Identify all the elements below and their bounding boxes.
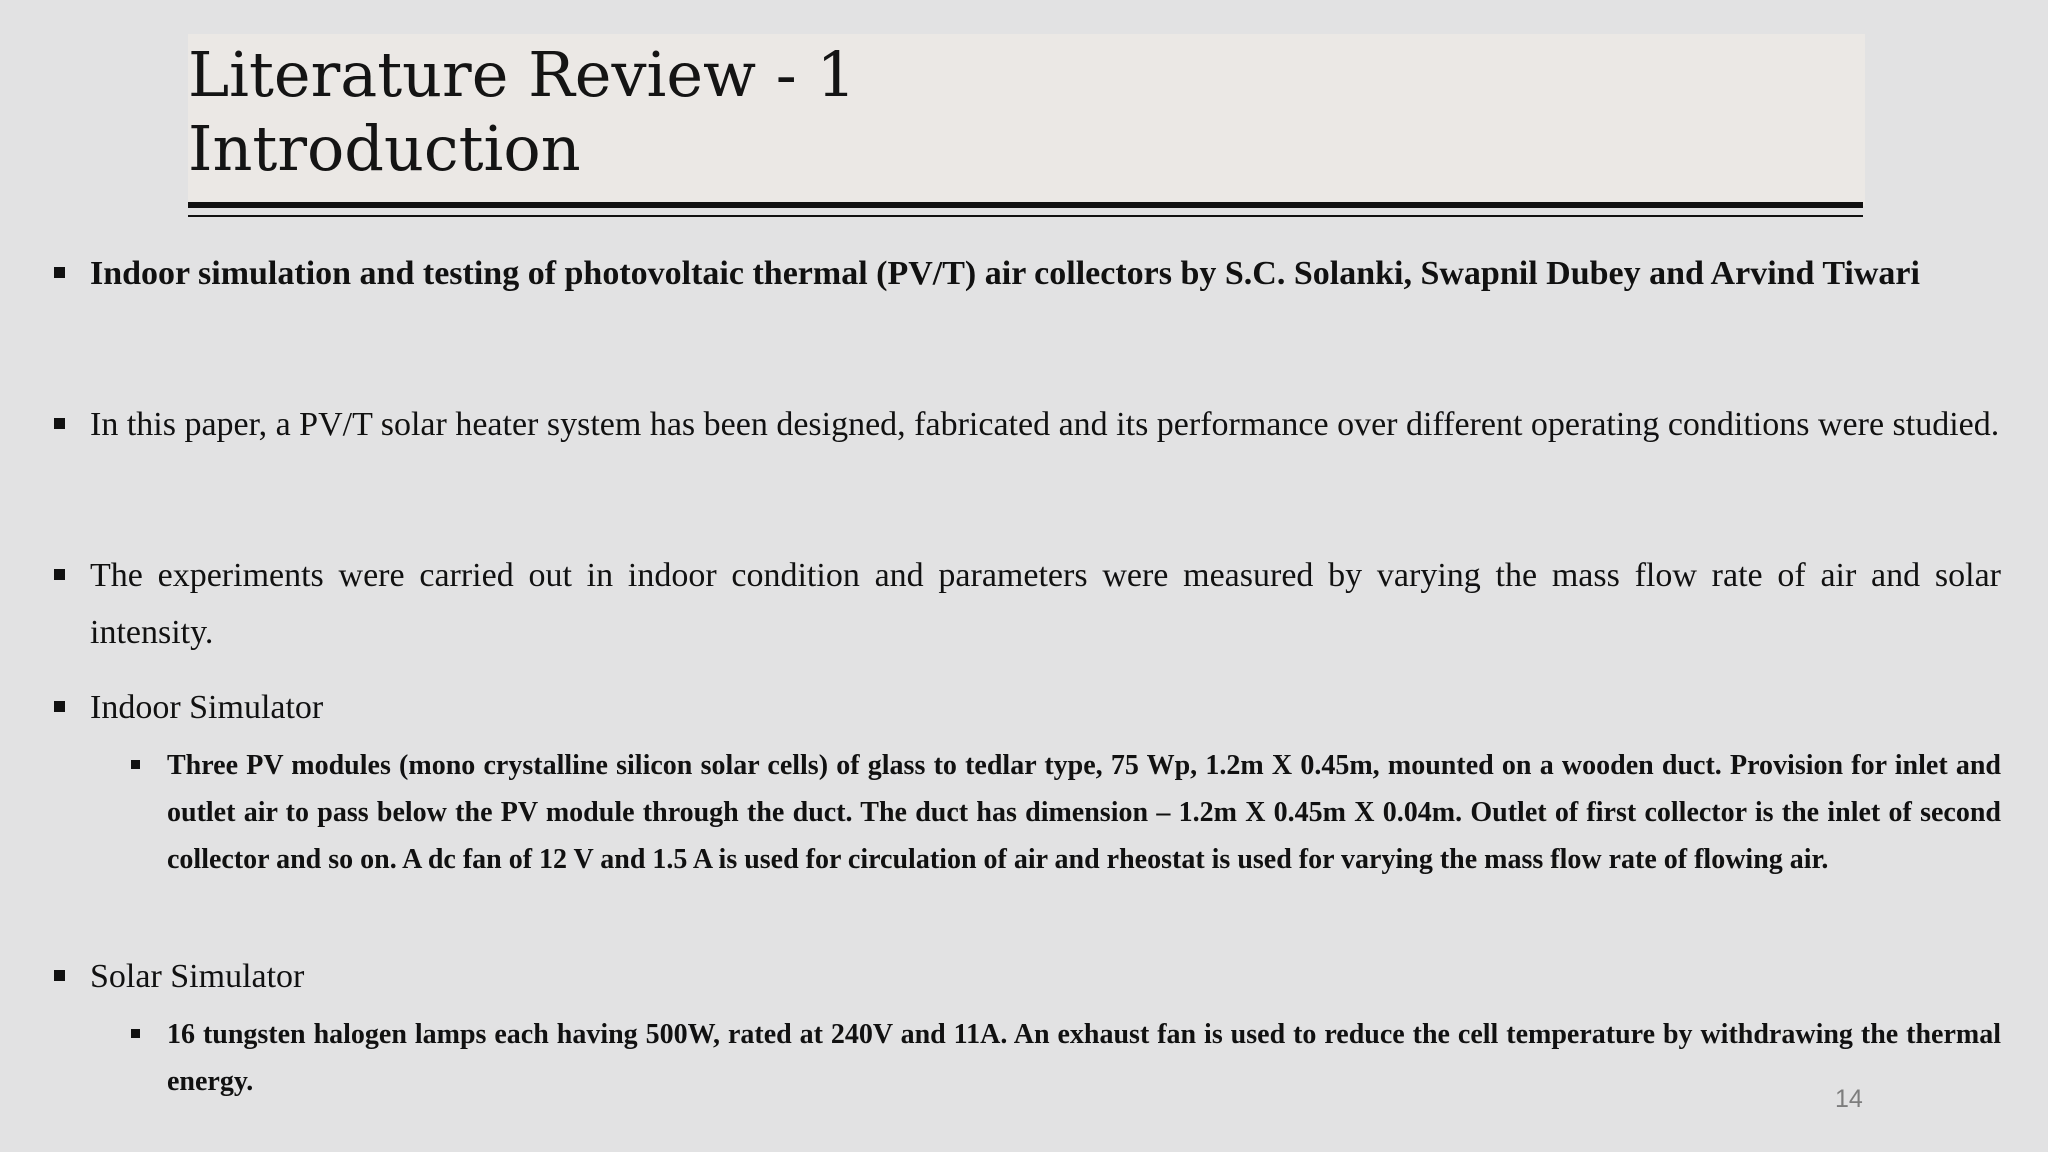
bullet-text: Indoor simulation and testing of photovoltaic thermal (PV/T) air collectors by S.C. Solanki, Swapnil Dubey and Arvind Tiwari (90, 255, 1920, 292)
title-line-1: Literature Review - 1 (188, 38, 856, 111)
square-bullet-icon (54, 267, 65, 278)
square-bullet-icon (54, 701, 65, 712)
title-divider-thin (188, 215, 1863, 217)
bullet-solar-simulator (90, 948, 2001, 1005)
square-bullet-icon (54, 569, 65, 580)
sub-bullet-indoor-simulator (167, 742, 2001, 883)
bullet-system-design (90, 396, 2001, 453)
bullet-paper-title (90, 245, 2001, 302)
square-bullet-icon (131, 760, 140, 769)
bullet-text: Indoor Simulator (90, 689, 324, 726)
bullet-text: The experiments were carried out in indoor condition and parameters were measured by varying the mass flow rate of air and solar intensity. (90, 557, 2001, 651)
page-number: 14 (1835, 1085, 1863, 1113)
bullet-indoor-simulator (90, 679, 2001, 736)
bullet-experiments (90, 547, 2001, 661)
title-divider-thick (188, 202, 1863, 208)
title-line-2: Introduction (188, 112, 581, 185)
square-bullet-icon (54, 418, 65, 429)
sub-bullet-text: 16 tungsten halogen lamps each having 500W, rated at 240V and 11A. An exhaust fan is used to reduce the cell temperature by withdrawing the thermal energy. (167, 1019, 2001, 1097)
square-bullet-icon (131, 1029, 140, 1038)
sub-bullet-solar-simulator (167, 1011, 2001, 1105)
bullet-text: In this paper, a PV/T solar heater system has been designed, fabricated and its performance over different operating conditions were studied. (90, 406, 2000, 443)
sub-bullet-text: Three PV modules (mono crystalline silicon solar cells) of glass to tedlar type, 75 Wp, 1.2m X 0.45m, mounted on a wooden duct. Provision for inlet and outlet air to pass below the PV module through the duct. The duct has dimension – 1.2m X 0.45m X 0.04m. Outlet of first collector is the inlet of second collector and so on. A dc fan of 12 V and 1.5 A is used for circulation of air and rheostat is used for varying the mass flow rate of flowing air. (167, 750, 2001, 875)
slide-title (188, 38, 856, 186)
square-bullet-icon (54, 970, 65, 981)
bullet-text: Solar Simulator (90, 958, 305, 995)
